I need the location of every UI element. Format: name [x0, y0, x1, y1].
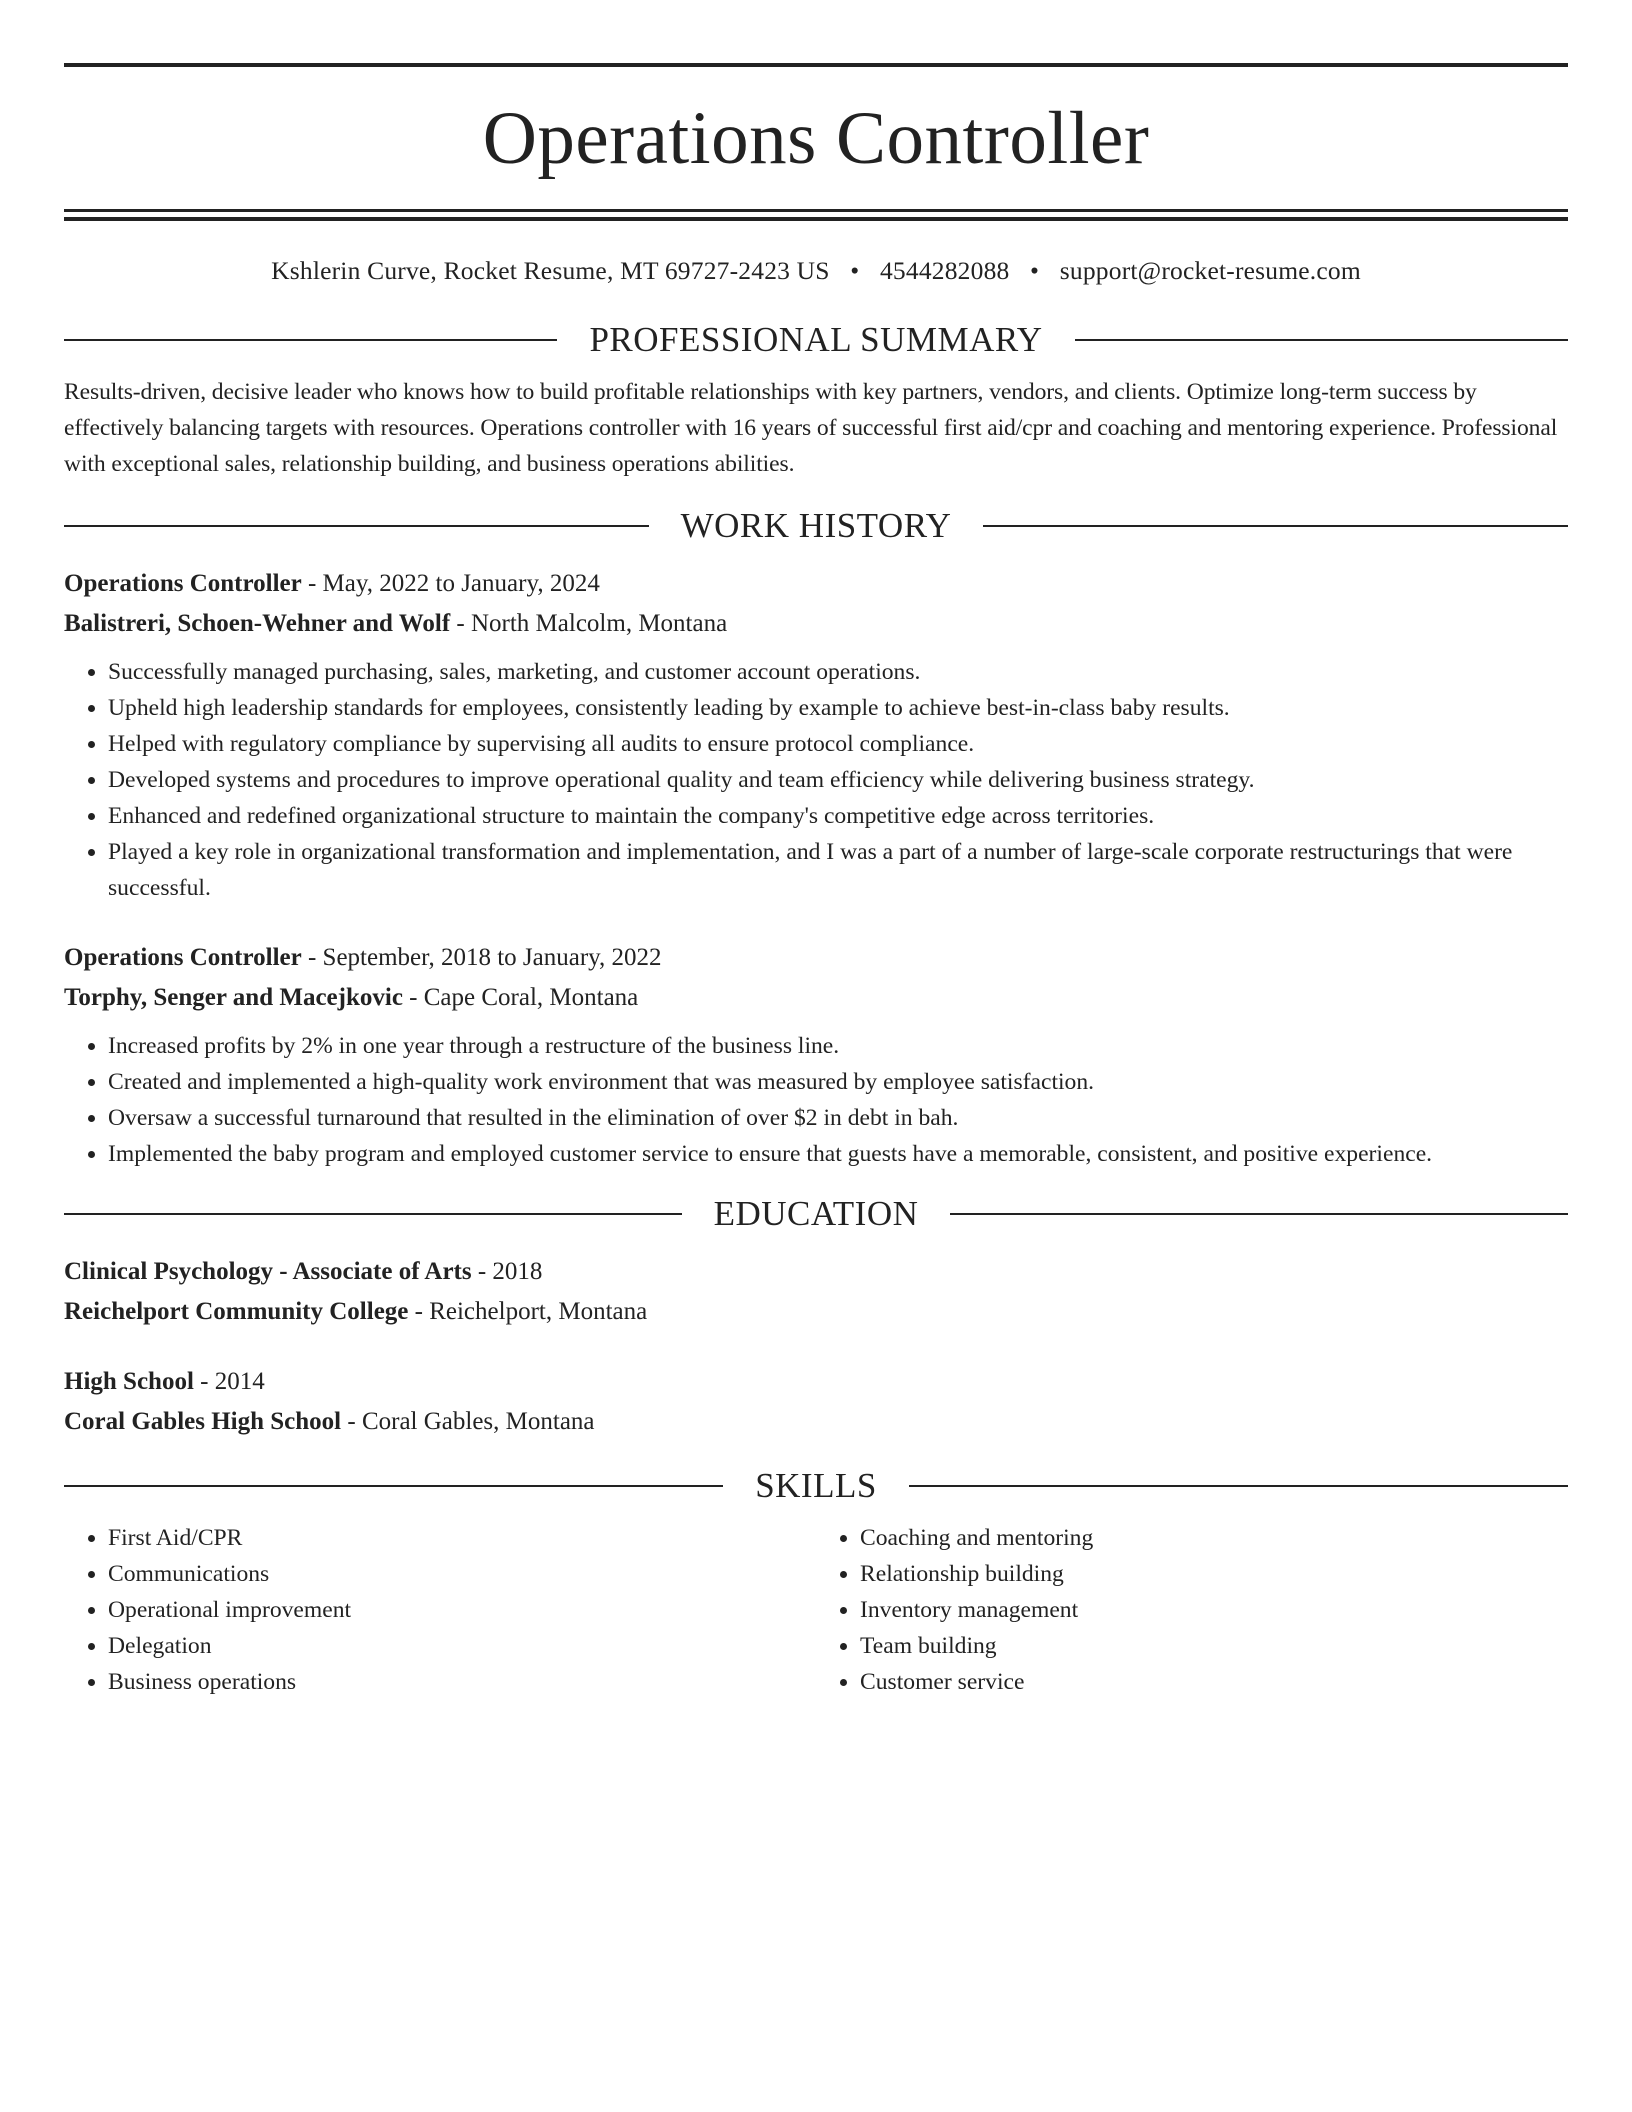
heading-rule-right [1075, 339, 1568, 341]
job-bullet: • Developed systems and procedures to improve operational quality and team efficiency while delivering business strategy. [108, 762, 1568, 798]
skill-item: • Team building [860, 1628, 1568, 1664]
contact-email: support@rocket-resume.com [1059, 256, 1361, 285]
job-bullet: • Upheld high leadership standards for employees, consistently leading by example to achieve best-in-class baby results. [108, 690, 1568, 726]
heading-rule-right [950, 1213, 1568, 1215]
resume-page [64, 63, 1568, 1700]
heading-rule-right [909, 1485, 1568, 1487]
job-company-line [64, 604, 1568, 644]
skill-item: • Inventory management [860, 1592, 1568, 1628]
skill-item: • Communications [108, 1556, 816, 1592]
job-bullet: • Played a key role in organizational transformation and implementation, and I was a part of a number of large-scale corporate restructurings that were successful. [108, 834, 1568, 906]
summary-text: Results-driven, decisive leader who knows how to build profitable relationships with key partners, vendors, and clients. Optimize long-term success by effectively balancing targets with resources. Operations controller with 16 years of successful first aid/cpr and coaching and mentoring experience. Professional with exceptional sales, relationship building, and business operations abilities. [64, 379, 1558, 477]
job-entry [64, 938, 1568, 1172]
job-title-line [64, 564, 1568, 604]
job-bullet: • Oversaw a successful turnaround that resulted in the elimination of over $2 in debt in bah. [108, 1100, 1568, 1136]
skills-columns [64, 1520, 1568, 1700]
job-dates: - September, 2018 to January, 2022 [301, 944, 662, 971]
job-location: - Cape Coral, Montana [402, 984, 639, 1011]
education-degree-line [64, 1362, 1568, 1402]
skill-item: • Delegation [108, 1628, 816, 1664]
job-bullet: • Enhanced and redefined organizational structure to maintain the company's competitive edge across territories. [108, 798, 1568, 834]
heading-rule-left [64, 1485, 723, 1487]
summary-heading-row [64, 320, 1568, 360]
education-school: Coral Gables High School [64, 1408, 342, 1435]
education-entry [64, 1252, 1568, 1332]
job-entry [64, 564, 1568, 906]
job-location: - North Malcolm, Montana [450, 610, 728, 637]
work-heading-row [64, 506, 1568, 546]
education-heading: EDUCATION [713, 1194, 919, 1233]
education-school: Reichelport Community College [64, 1298, 409, 1325]
skills-list-right [816, 1520, 1568, 1700]
job-title-line [64, 938, 1568, 978]
job-bullet: • Increased profits by 2% in one year through a restructure of the business line. [108, 1028, 1568, 1064]
education-heading-row [64, 1194, 1568, 1234]
skill-item: • Operational improvement [108, 1592, 816, 1628]
education-degree-line [64, 1252, 1568, 1292]
skill-item: • Coaching and mentoring [860, 1520, 1568, 1556]
job-bullets [64, 1028, 1568, 1172]
education-degree: High School [64, 1368, 194, 1395]
skills-heading-row [64, 1466, 1568, 1506]
job-dates: - May, 2022 to January, 2024 [301, 570, 600, 597]
education-entry [64, 1362, 1568, 1442]
skills-list-left [64, 1520, 816, 1700]
education-location: - Reichelport, Montana [408, 1298, 648, 1325]
job-company-line [64, 978, 1568, 1018]
job-bullet: • Helped with regulatory compliance by supervising all audits to ensure protocol compliance. [108, 726, 1568, 762]
header-double-rule [64, 209, 1568, 221]
education-school-line [64, 1292, 1568, 1332]
job-company: Torphy, Senger and Macejkovic [64, 984, 403, 1011]
job-title: Operations Controller [64, 944, 302, 971]
heading-rule-right [983, 525, 1568, 527]
education-degree: Clinical Psychology - Associate of Arts [64, 1258, 472, 1285]
job-bullet: • Created and implemented a high-quality work environment that was measured by employee satisfaction. [108, 1064, 1568, 1100]
work-heading: WORK HISTORY [680, 506, 952, 545]
job-bullet: • Implemented the baby program and employed customer service to ensure that guests have a memorable, consistent, and positive experience. [108, 1136, 1568, 1172]
job-company: Balistreri, Schoen-Wehner and Wolf [64, 610, 451, 637]
skill-item: • First Aid/CPR [108, 1520, 816, 1556]
contact-separator: • [850, 256, 860, 285]
heading-rule-left [64, 339, 557, 341]
contact-separator: • [1030, 256, 1040, 285]
heading-rule-left [64, 525, 649, 527]
resume-title: Operations Controller [482, 97, 1150, 180]
education-year: - 2014 [193, 1368, 265, 1395]
heading-rule-left [64, 1213, 682, 1215]
skill-item: • Business operations [108, 1664, 816, 1700]
header-top-rule [64, 63, 1568, 67]
skills-heading: SKILLS [755, 1466, 877, 1505]
contact-address: Kshlerin Curve, Rocket Resume, MT 69727-2423 US [271, 256, 830, 285]
job-bullets [64, 654, 1568, 906]
skill-item: • Relationship building [860, 1556, 1568, 1592]
education-year: - 2018 [471, 1258, 543, 1285]
contact-phone: 4544282088 [879, 256, 1010, 285]
education-location: - Coral Gables, Montana [341, 1408, 595, 1435]
skill-item: • Customer service [860, 1664, 1568, 1700]
job-title: Operations Controller [64, 570, 302, 597]
summary-heading: PROFESSIONAL SUMMARY [589, 320, 1043, 359]
job-bullet: • Successfully managed purchasing, sales, marketing, and customer account operations. [108, 654, 1568, 690]
education-school-line [64, 1402, 1568, 1442]
contact-line [64, 256, 1568, 286]
